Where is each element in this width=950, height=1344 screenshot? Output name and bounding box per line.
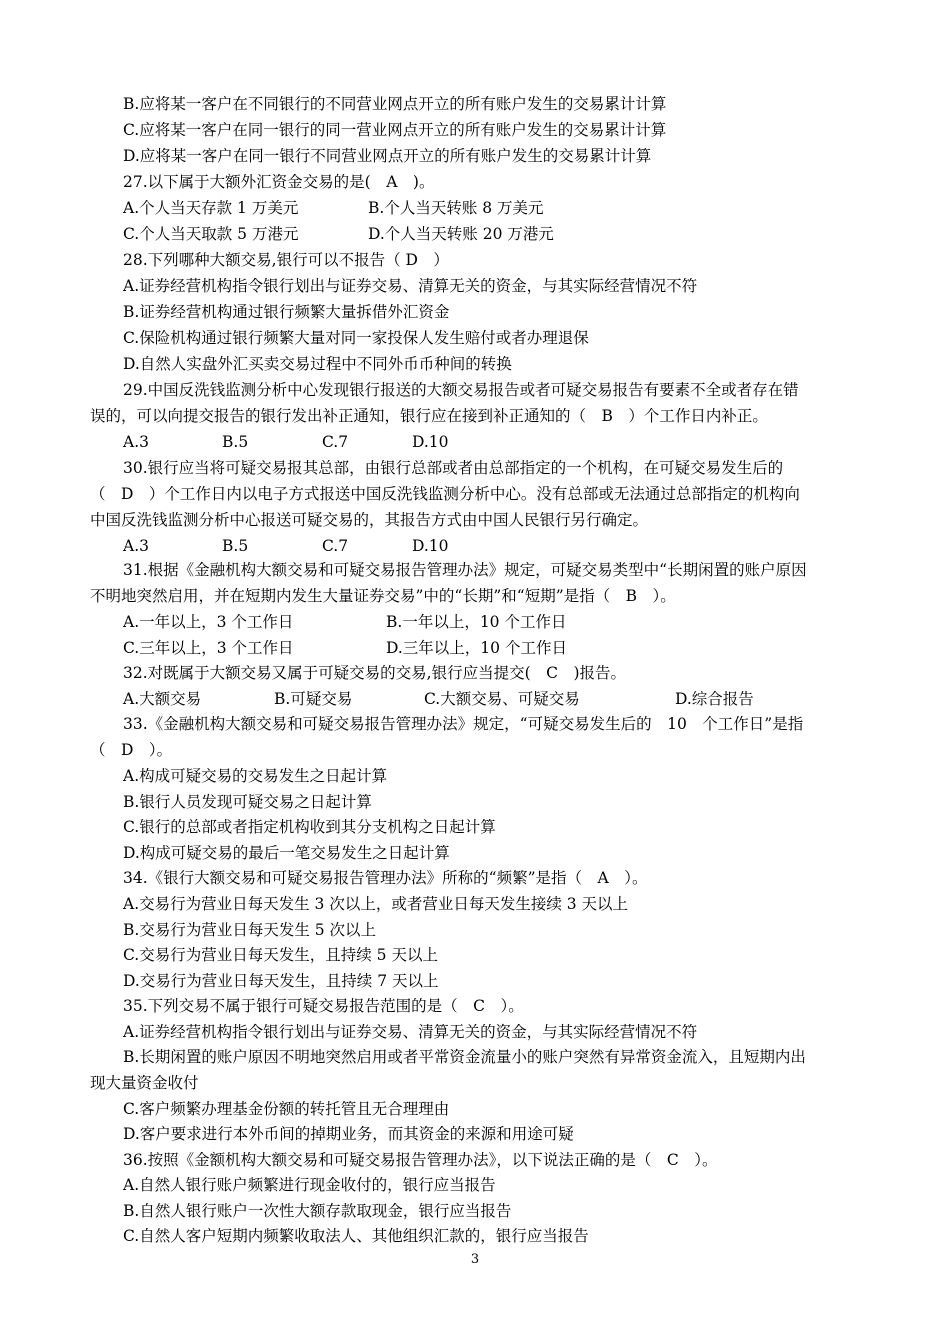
q36-stem: 36.按照《金额机构大额交易和可疑交易报告管理办法》，以下说法正确的是（ C ）。 (123, 1151, 718, 1169)
q36-option-c: C.自然人客户短期内频繁收取法人、其他组织汇款的，银行应当报告 (123, 1227, 589, 1245)
q35-stem: 35.下列交易不属于银行可疑交易报告范围的是（ C ）。 (123, 997, 524, 1015)
q28-option-a: A.证券经营机构指令银行划出与证券交易、清算无关的资金，与其实际经营情况不符 (123, 277, 698, 295)
q30-option-a: A.3 (123, 537, 149, 555)
q29-stem-line1: 29.中国反洗钱监测分析中心发现银行报送的大额交易报告或者可疑交易报告有要素不全或者存在错 (123, 381, 799, 399)
q36-option-a: A.自然人银行账户频繁进行现金收付的，银行应当报告 (123, 1176, 496, 1194)
q27-option-a: A.个人当天存款 1 万美元 (123, 199, 299, 217)
q33-stem-line1: 33.《金融机构大额交易和可疑交易报告管理办法》规定，“可疑交易发生后的 10 个工作日”是指 (123, 715, 804, 733)
q30-option-d: D.10 (412, 537, 449, 555)
q33-option-a: A.构成可疑交易的交易发生之日起计算 (123, 767, 388, 785)
q32-option-c: C.大额交易、可疑交易 (424, 690, 580, 708)
page-number: 3 (470, 1252, 480, 1267)
q35-option-c: C.客户频繁办理基金份额的转托管且无合理理由 (123, 1100, 450, 1118)
q30-stem-line2: （ D ）个工作日内以电子方式报送中国反洗钱监测分析中心。没有总部或无法通过总部指定的机构向 (90, 485, 800, 503)
q34-option-b: B.交易行为营业日每天发生 5 次以上 (123, 921, 377, 939)
q35-option-b-line1: B.长期闲置的账户原因不明地突然启用或者平常资金流量小的账户突然有异常资金流入，且短期内出 (123, 1048, 806, 1066)
q33-option-c: C.银行的总部或者指定机构收到其分支机构之日起计算 (123, 818, 496, 836)
q32-stem: 32.对既属于大额交易又属于可疑交易的交易,银行应当提交( C )报告。 (123, 664, 627, 682)
q32-option-a: A.大额交易 (123, 690, 202, 708)
q33-option-d: D.构成可疑交易的最后一笔交易发生之日起计算 (123, 844, 450, 862)
q31-option-d: D.三年以上，10 个工作日 (386, 639, 567, 657)
q28-option-c: C.保险机构通过银行频繁大量对同一家投保人发生赔付或者办理退保 (123, 329, 589, 347)
q30-stem-line3: 中国反洗钱监测分析中心报送可疑交易的，其报告方式由中国人民银行另行确定。 (90, 511, 649, 529)
q30-option-b: B.5 (222, 537, 249, 555)
q27-option-d: D.个人当天转账 20 万港元 (368, 225, 554, 243)
q35-option-b-line2: 现大量资金收付 (90, 1074, 199, 1092)
q28-stem: 28.下列哪种大额交易,银行可以不报告（ D ） (123, 251, 449, 269)
q34-option-c: C.交易行为营业日每天发生，且持续 5 天以上 (123, 946, 438, 964)
q32-option-b: B.可疑交易 (274, 690, 353, 708)
q29-option-d: D.10 (412, 433, 449, 451)
q31-option-a: A.一年以上，3 个工作日 (123, 613, 294, 631)
q26-option-d: D.应将某一客户在同一银行不同营业网点开立的所有账户发生的交易累计计算 (123, 147, 652, 165)
q26-option-c: C.应将某一客户在同一银行的同一营业网点开立的所有账户发生的交易累计计算 (123, 121, 667, 139)
q31-option-b: B.一年以上，10 个工作日 (386, 613, 567, 631)
q31-option-c: C.三年以上，3 个工作日 (123, 639, 294, 657)
q28-option-b: B.证券经营机构通过银行频繁大量拆借外汇资金 (123, 303, 450, 321)
q35-option-a: A.证券经营机构指令银行划出与证券交易、清算无关的资金，与其实际经营情况不符 (123, 1023, 698, 1041)
q29-option-b: B.5 (222, 433, 249, 451)
q30-stem-line1: 30.银行应当将可疑交易报其总部，由银行总部或者由总部指定的一个机构，在可疑交易发生后的 (123, 459, 784, 477)
q27-option-b: B.个人当天转账 8 万美元 (368, 199, 544, 217)
q33-stem-line2: （ D ）。 (90, 741, 173, 759)
q34-stem: 34.《银行大额交易和可疑交易报告管理办法》所称的“频繁”是指（ A ）。 (123, 869, 648, 887)
q29-option-c: C.7 (322, 433, 349, 451)
q31-stem-line1: 31.根据《金融机构大额交易和可疑交易报告管理办法》规定，可疑交易类型中“长期闲置的账户原因 (123, 561, 807, 579)
q29-option-a: A.3 (123, 433, 149, 451)
q36-option-b: B.自然人银行账户一次性大额存款取现金，银行应当报告 (123, 1202, 512, 1220)
q27-stem: 27.以下属于大额外汇资金交易的是( A )。 (123, 173, 435, 191)
q27-option-c: C.个人当天取款 5 万港元 (123, 225, 299, 243)
q32-option-d: D.综合报告 (675, 690, 754, 708)
q28-option-d: D.自然人实盘外汇买卖交易过程中不同外币币种间的转换 (123, 355, 512, 373)
q34-option-d: D.交易行为营业日每天发生，且持续 7 天以上 (123, 972, 439, 990)
q30-option-c: C.7 (322, 537, 349, 555)
q35-option-d: D.客户要求进行本外币间的掉期业务，而其资金的来源和用途可疑 (123, 1125, 574, 1143)
q29-stem-line2: 误的，可以向提交报告的银行发出补正通知，银行应在接到补正通知的（ B ）个工作日内补正。 (90, 407, 768, 425)
q26-option-b: B.应将某一客户在不同银行的不同营业网点开立的所有账户发生的交易累计计算 (123, 95, 667, 113)
q31-stem-line2: 不明地突然启用，并在短期内发生大量证券交易”中的“长期”和“短期”是指（ B ）。 (90, 587, 676, 605)
q34-option-a: A.交易行为营业日每天发生 3 次以上，或者营业日每天发生接续 3 天以上 (123, 895, 629, 913)
q33-option-b: B.银行人员发现可疑交易之日起计算 (123, 793, 372, 811)
